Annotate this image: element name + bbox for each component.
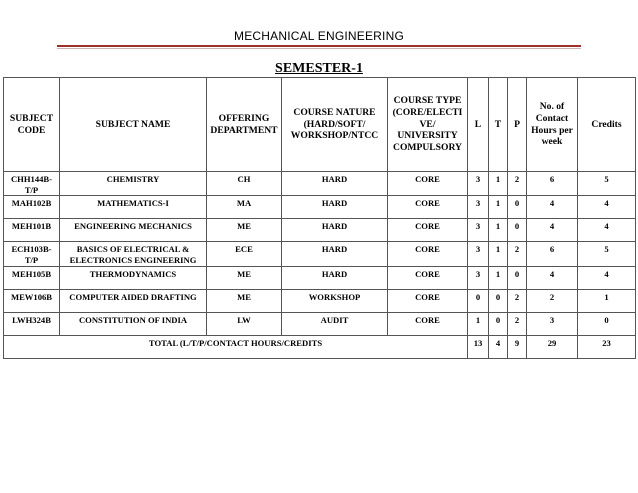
cell-credits: 5: [578, 242, 636, 266]
cell-t: 1: [489, 172, 508, 196]
table-total-row: [4, 335, 636, 358]
cell-course-nature: WORKSHOP: [282, 289, 388, 312]
cell-p: 0: [508, 196, 527, 219]
cell-department: CH: [207, 172, 282, 196]
cell-p: 0: [508, 266, 527, 289]
cell-l: 1: [468, 312, 489, 335]
cell-subject-code: MEH101B: [4, 219, 60, 242]
header-rule-shadow: [57, 48, 581, 49]
column-header-p: P: [508, 78, 527, 172]
cell-course-nature: HARD: [282, 219, 388, 242]
cell-subject-name: COMPUTER AIDED DRAFTING: [60, 289, 207, 312]
cell-p: 2: [508, 312, 527, 335]
cell-course-nature: HARD: [282, 172, 388, 196]
table-row: [4, 312, 636, 335]
column-header-l: L: [468, 78, 489, 172]
cell-p: 2: [508, 242, 527, 266]
cell-course-nature: HARD: [282, 266, 388, 289]
cell-course-nature: HARD: [282, 196, 388, 219]
cell-department: LW: [207, 312, 282, 335]
cell-subject-code: MAH102B: [4, 196, 60, 219]
cell-course-type: CORE: [388, 172, 468, 196]
cell-course-type: CORE: [388, 196, 468, 219]
cell-p: 2: [508, 172, 527, 196]
cell-t: 1: [489, 242, 508, 266]
cell-t: 1: [489, 266, 508, 289]
cell-course-type: CORE: [388, 289, 468, 312]
cell-subject-code: MEW106B: [4, 289, 60, 312]
table-header-row: [4, 78, 636, 172]
cell-subject-name: CHEMISTRY: [60, 172, 207, 196]
column-header-offering-department: OFFERING DEPARTMENT: [207, 78, 282, 172]
cell-credits: 4: [578, 219, 636, 242]
total-l: 13: [468, 335, 489, 358]
total-label: TOTAL (L/T/P/CONTACT HOURS/CREDITS: [4, 335, 468, 358]
cell-l: 3: [468, 266, 489, 289]
table-row: [4, 242, 636, 266]
semester-title: SEMESTER-1: [275, 61, 363, 76]
cell-t: 1: [489, 219, 508, 242]
column-header-course-nature: COURSE NATURE (HARD/SOFT/ WORKSHOP/NTCC: [282, 78, 388, 172]
course-table: [3, 77, 636, 359]
cell-subject-name: CONSTITUTION OF INDIA: [60, 312, 207, 335]
table-row: [4, 219, 636, 242]
document-header-title: MECHANICAL ENGINEERING: [234, 29, 404, 43]
cell-department: ME: [207, 219, 282, 242]
cell-contact-hours: 3: [527, 312, 578, 335]
total-p: 9: [508, 335, 527, 358]
table-row: [4, 196, 636, 219]
cell-contact-hours: 4: [527, 219, 578, 242]
column-header-subject-code: SUBJECT CODE: [4, 78, 60, 172]
cell-course-nature: AUDIT: [282, 312, 388, 335]
cell-subject-code: LWH324B: [4, 312, 60, 335]
cell-contact-hours: 2: [527, 289, 578, 312]
cell-department: ME: [207, 289, 282, 312]
cell-department: MA: [207, 196, 282, 219]
cell-p: 2: [508, 289, 527, 312]
cell-subject-code: ECH103B-T/P: [4, 242, 60, 266]
cell-contact-hours: 6: [527, 242, 578, 266]
column-header-credits: Credits: [578, 78, 636, 172]
cell-subject-name: ENGINEERING MECHANICS: [60, 219, 207, 242]
cell-t: 0: [489, 312, 508, 335]
cell-subject-name: MATHEMATICS-I: [60, 196, 207, 219]
total-credits: 23: [578, 335, 636, 358]
cell-credits: 4: [578, 266, 636, 289]
header-rule: [57, 45, 581, 47]
cell-l: 0: [468, 289, 489, 312]
cell-l: 3: [468, 172, 489, 196]
cell-contact-hours: 6: [527, 172, 578, 196]
cell-course-nature: HARD: [282, 242, 388, 266]
cell-department: ME: [207, 266, 282, 289]
column-header-contact-hours: No. of Contact Hours per week: [527, 78, 578, 172]
column-header-subject-name: SUBJECT NAME: [60, 78, 207, 172]
cell-subject-code: MEH105B: [4, 266, 60, 289]
column-header-course-type: COURSE TYPE (CORE/ELECTI VE/ UNIVERSITY COMPULSORY: [388, 78, 468, 172]
table-row: [4, 172, 636, 196]
cell-subject-code: CHH144B-T/P: [4, 172, 60, 196]
cell-contact-hours: 4: [527, 266, 578, 289]
table-row: [4, 289, 636, 312]
cell-t: 1: [489, 196, 508, 219]
cell-course-type: CORE: [388, 242, 468, 266]
column-header-t: T: [489, 78, 508, 172]
cell-course-type: CORE: [388, 312, 468, 335]
cell-course-type: CORE: [388, 266, 468, 289]
cell-department: ECE: [207, 242, 282, 266]
cell-credits: 5: [578, 172, 636, 196]
cell-subject-name: THERMODYNAMICS: [60, 266, 207, 289]
cell-credits: 1: [578, 289, 636, 312]
cell-p: 0: [508, 219, 527, 242]
cell-credits: 4: [578, 196, 636, 219]
cell-l: 3: [468, 196, 489, 219]
total-t: 4: [489, 335, 508, 358]
cell-contact-hours: 4: [527, 196, 578, 219]
cell-course-type: CORE: [388, 219, 468, 242]
cell-subject-name: BASICS OF ELECTRICAL & ELECTRONICS ENGINEERING: [60, 242, 207, 266]
cell-l: 3: [468, 242, 489, 266]
cell-t: 0: [489, 289, 508, 312]
cell-l: 3: [468, 219, 489, 242]
total-contact-hours: 29: [527, 335, 578, 358]
cell-credits: 0: [578, 312, 636, 335]
table-row: [4, 266, 636, 289]
